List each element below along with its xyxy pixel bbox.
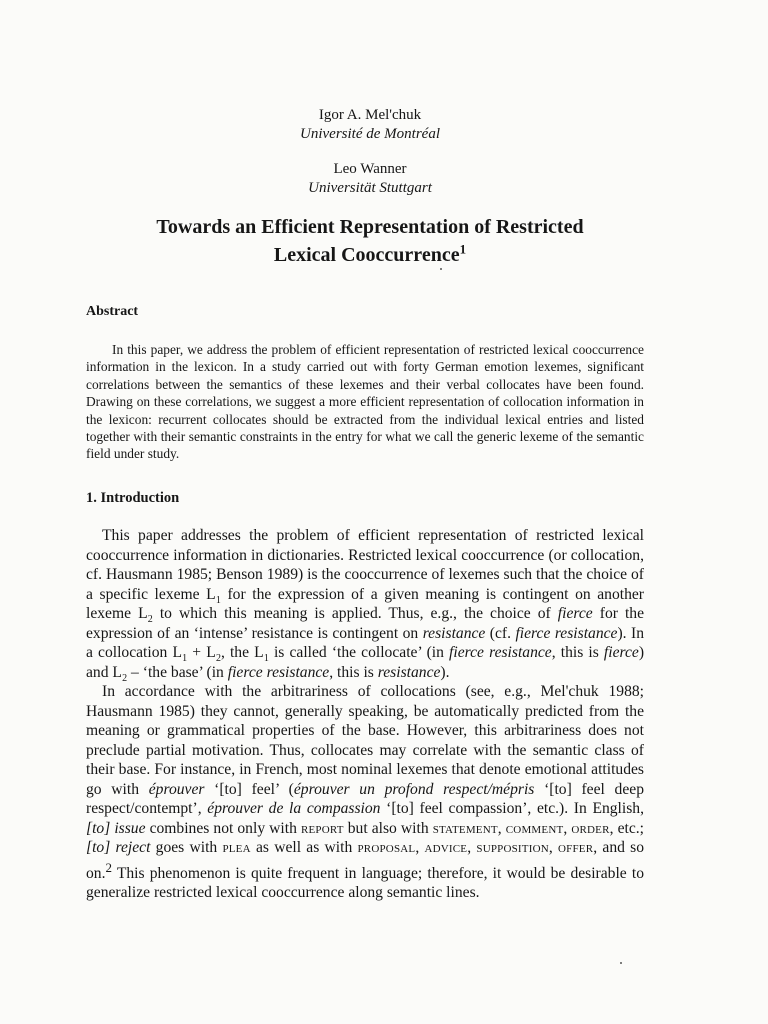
text-run: – ‘the base’ (in bbox=[127, 663, 228, 681]
text-run: , bbox=[415, 839, 425, 856]
abstract-heading: Abstract bbox=[86, 304, 139, 319]
title-footnote-mark[interactable]: 1 bbox=[459, 241, 467, 257]
footnote-mark[interactable]: 2 bbox=[105, 859, 112, 875]
text-run: ‘[to] feel compassion’, etc.). In English, bbox=[380, 800, 644, 817]
text-run: , this is bbox=[551, 644, 604, 661]
title-line-1: Towards an Efficient Representation of Restricted bbox=[156, 216, 584, 238]
text-run: for the expression of an ‘intense’ resistance is contingent on bbox=[86, 605, 645, 642]
lexeme-symbol: L bbox=[254, 644, 264, 661]
author-affiliation: Universität Stuttgart bbox=[308, 180, 432, 196]
introduction-paragraph-2 bbox=[86, 682, 644, 903]
lexeme-smallcaps: order bbox=[571, 819, 610, 837]
lexeme-smallcaps: supposition bbox=[476, 839, 549, 856]
lexeme-smallcaps: offer bbox=[558, 839, 594, 856]
lexeme-smallcaps: proposal bbox=[357, 839, 416, 856]
subscript: 1 bbox=[215, 594, 221, 606]
lexeme-smallcaps: comment bbox=[505, 819, 564, 837]
lexeme-smallcaps: plea bbox=[222, 839, 251, 856]
text-run: goes with bbox=[150, 839, 223, 856]
example-italic: éprouver bbox=[148, 780, 205, 798]
paper-title bbox=[60, 213, 680, 269]
text-run: to which this meaning is applied. Thus, e.g., the choice of bbox=[152, 605, 558, 622]
introduction-body bbox=[86, 526, 644, 903]
lexeme-symbol: L bbox=[206, 585, 216, 603]
subscript: 1 bbox=[263, 653, 269, 665]
lexeme-symbol: L bbox=[172, 644, 183, 661]
lexeme-symbol: L bbox=[112, 663, 123, 681]
example-italic: fierce resistance bbox=[227, 663, 330, 681]
abstract-text: In this paper, we address the problem of efficient representation of restricted lexical cooccurrence information in the lexicon. In a study carried out with forty German emotion lexemes, significant correlations between the semantics of these lexemes and their verbal collocates have been found. Drawing on these correlations, we suggest a more efficient representation of collocation information in the lexicon: recurrent collocates should be extracted from the individual lexical entries and listed together with their semantic constraints in the entry for what we call the generic lexeme of the semantic field under study. bbox=[86, 342, 644, 462]
text-run: ‘[to] feel deep respect/contempt’, bbox=[86, 780, 644, 817]
lexeme-symbol: L bbox=[138, 605, 148, 622]
author-affiliation: Université de Montréal bbox=[300, 126, 440, 142]
text-run: , bbox=[548, 839, 559, 856]
title-line-2: Lexical Cooccurrence bbox=[273, 244, 460, 266]
text-run: is called ‘the collocate’ (in bbox=[268, 644, 450, 661]
text-run: , bbox=[467, 839, 477, 856]
text-run: This phenomenon is quite frequent in language; therefore, it would be desirable to generalize restricted lexical cooccurrence along semantic lines. bbox=[86, 864, 644, 902]
example-italic: fierce bbox=[557, 605, 593, 622]
text-run: (cf. bbox=[485, 624, 516, 642]
text-run: This paper addresses the problem of efficient representation of restricted lexical cooccurrence information in dictionaries. Restricted lexical cooccurrence (or collocation, cf. Hausmann 1985; Benson 1989) is the cooccurrence of lexemes such that the choice of a specific lexeme bbox=[86, 527, 644, 603]
author-name: Igor A. Mel'chuk bbox=[318, 107, 422, 123]
author-2 bbox=[0, 160, 740, 198]
example-italic: fierce resistance bbox=[449, 644, 552, 661]
author-name: Leo Wanner bbox=[333, 161, 407, 177]
text-run: , etc.; bbox=[609, 819, 645, 837]
text-run: + bbox=[187, 644, 207, 661]
text-run: , the bbox=[220, 644, 255, 661]
example-italic: [to] reject bbox=[86, 839, 151, 856]
example-italic: fierce resistance bbox=[515, 624, 618, 642]
lexeme-smallcaps: statement bbox=[432, 819, 498, 837]
text-run: In accordance with the arbitrariness of collocations (see, e.g., Mel'chuk 1988; Hausmann 1985) they cannot, generally speaking, be automatically predicted from the meaning or grammatical properties of the base. However, this arbitrariness does not preclude partial motivation. Thus, collocates may correlate with the semantic class of their base. For instance, in French, most nominal lexemes that denote emotional attitudes go with bbox=[86, 683, 644, 798]
text-run: , bbox=[497, 819, 506, 837]
introduction-paragraph-1 bbox=[86, 526, 644, 682]
text-run: , this is bbox=[329, 663, 378, 681]
scan-speck bbox=[620, 962, 622, 964]
text-run: for the expression of a given meaning is contingent on another lexeme bbox=[86, 585, 644, 622]
introduction-heading: 1. Introduction bbox=[86, 490, 180, 506]
lexeme-smallcaps: report bbox=[300, 819, 344, 837]
text-run: , and so on. bbox=[86, 839, 645, 882]
text-run: ) and bbox=[86, 644, 645, 681]
example-italic: [to] issue bbox=[86, 819, 146, 837]
example-italic: resistance bbox=[422, 624, 486, 642]
example-italic: éprouver de la compassion bbox=[207, 800, 381, 817]
example-italic: éprouver un profond respect/mépris bbox=[293, 780, 535, 798]
text-run: , bbox=[563, 819, 572, 837]
text-run: combines not only with bbox=[145, 819, 301, 837]
author-list bbox=[0, 106, 740, 214]
scan-speck bbox=[440, 268, 442, 270]
text-run: ‘[to] feel’ ( bbox=[204, 780, 294, 798]
text-run: but also with bbox=[343, 819, 433, 837]
example-italic: resistance bbox=[377, 663, 441, 681]
lexeme-smallcaps: advice bbox=[424, 839, 468, 856]
text-run: ). In a collocation bbox=[86, 624, 644, 661]
example-italic: fierce bbox=[603, 644, 639, 661]
subscript: 2 bbox=[215, 653, 221, 665]
lexeme-symbol: L bbox=[206, 644, 216, 661]
text-run: as well as with bbox=[250, 839, 358, 856]
subscript: 2 bbox=[147, 614, 153, 626]
text-run: ). bbox=[440, 663, 450, 681]
author-1 bbox=[0, 106, 740, 144]
subscript: 1 bbox=[182, 653, 188, 665]
subscript: 2 bbox=[122, 672, 128, 684]
